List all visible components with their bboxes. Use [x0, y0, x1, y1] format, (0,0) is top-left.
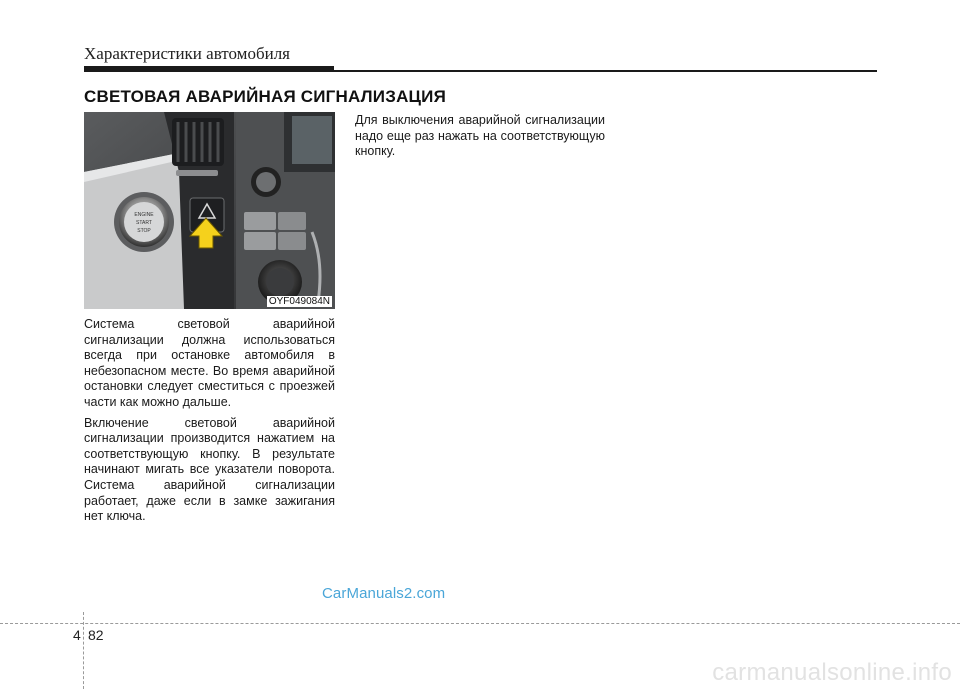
page-number: 82 — [88, 627, 104, 643]
chapter-number: 4 — [73, 627, 81, 643]
paragraph-hazard-usage: Система световой аварийной сигнализации должна использоваться всегда при остановке автомобиля в небезопасном месте. Во время аварийной остановки следует сместиться с проезжей части как можно дальше. — [84, 317, 335, 409]
section-title: СВЕТОВАЯ АВАРИЙНАЯ СИГНАЛИЗАЦИЯ — [84, 87, 447, 106]
left-column — [84, 317, 335, 530]
paragraph-hazard-deactivation: Для выключения аварийной сигнализации надо еще раз нажать на соответствующую кнопку. — [355, 113, 605, 159]
header-rule-thin — [84, 70, 877, 72]
running-header: Характеристики автомобиля — [84, 44, 290, 63]
paragraph-hazard-activation: Включение световой аварийной сигнализации производится нажатием на соответствующую кнопку. В результате начинают мигать все указатели поворота. Система аварийной сигнализации работает, даже если в замке зажигания нет ключа. — [84, 415, 335, 524]
svg-text:STOP: STOP — [137, 228, 151, 234]
right-column — [355, 113, 605, 165]
watermark-bottom: carmanualsonline.info — [712, 659, 952, 686]
dashboard-photo — [84, 112, 335, 309]
footer-rule — [0, 623, 960, 624]
footer-divider — [83, 612, 84, 689]
figure-code: OYF049084N — [268, 296, 330, 307]
dashboard-illustration — [84, 112, 335, 309]
engine-start-stop-button — [114, 192, 174, 252]
svg-text:START: START — [136, 220, 152, 226]
watermark-link[interactable]: CarManuals2.com — [322, 585, 446, 602]
svg-text:ENGINE: ENGINE — [134, 212, 154, 218]
